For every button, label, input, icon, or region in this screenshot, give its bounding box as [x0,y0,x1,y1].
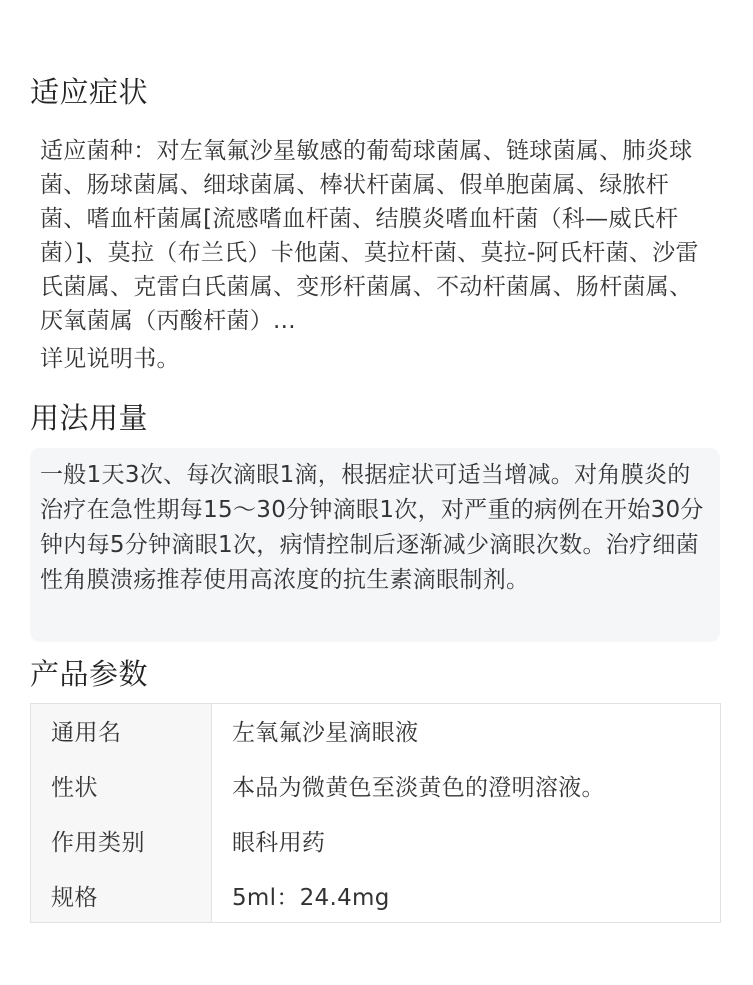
param-value: 5ml：24.4mg [232,885,390,911]
see-instructions-note: 详见说明书。 [40,346,180,372]
usage-panel [30,448,720,642]
param-row-specification [31,871,720,926]
param-value: 眼科用药 [232,830,326,856]
param-label: 性状 [51,775,98,801]
product-params-table [30,703,721,923]
param-value: 本品为微黄色至淡黄色的澄明溶液。 [232,775,605,801]
usage-text: 一般1天3次、每次滴眼1滴，根据症状可适当增减。对角膜炎的治疗在急性期每15～30分钟滴眼1次，对严重的病例在开始30分钟内每5分钟滴眼1次，病情控制后逐渐减少滴眼次数。治疗细菌性角膜溃疡推荐使用高浓度的抗生素滴眼制剂。 [40,462,704,593]
params-section-title: 产品参数 [30,657,149,691]
indications-text: 适应菌种：对左氧氟沙星敏感的葡萄球菌属、链球菌属、肺炎球菌、肠球菌属、细球菌属、棒状杆菌属、假单胞菌属、绿脓杆菌、嗜血杆菌属[流感嗜血杆菌、结膜炎嗜血杆菌（科—威氏杆菌）]、莫拉（布兰氏）卡他菌、莫拉杆菌、莫拉-阿氏杆菌、沙雷氏菌属、克雷白氏菌属、变形杆菌属、不动杆菌属、肠杆菌属、厌氧菌属（丙酸杆菌）... [40,138,699,334]
param-row-generic-name [31,706,720,761]
param-label: 通用名 [51,720,122,746]
param-row-category [31,816,720,871]
param-label: 规格 [51,885,98,911]
param-label: 作用类别 [51,830,145,856]
indications-section-title: 适应症状 [30,75,149,109]
usage-section-title: 用法用量 [30,401,149,435]
param-row-appearance [31,761,720,816]
param-value: 左氧氟沙星滴眼液 [232,720,419,746]
